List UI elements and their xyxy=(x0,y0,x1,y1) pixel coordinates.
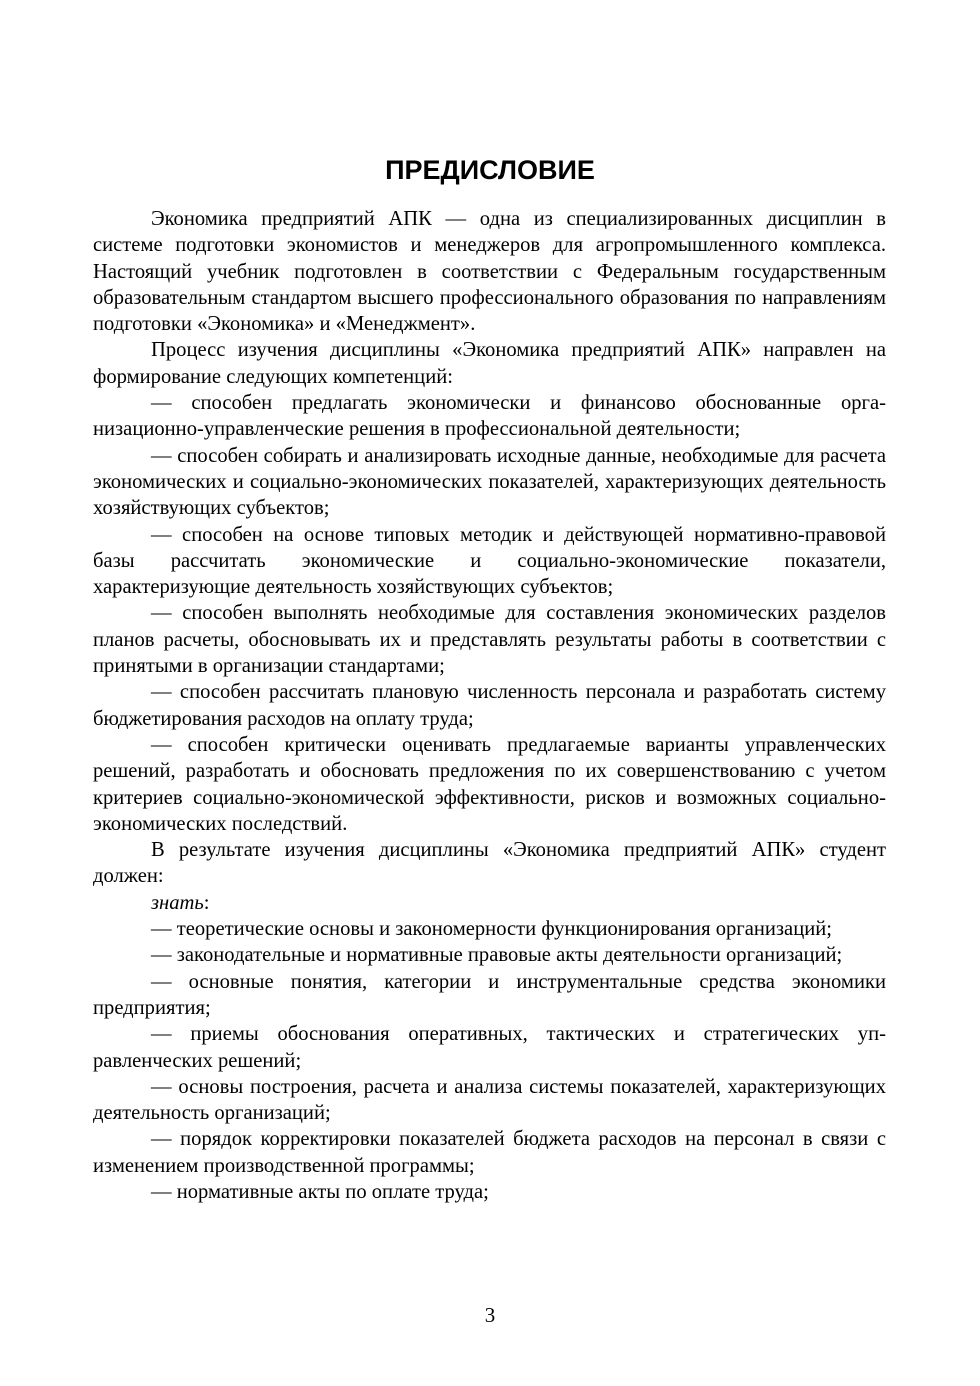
competency-item: — способен собирать и анализировать исходные данные, необходимые для расчета экономических и социально-экономических показателей, характеризующих деятельность хозяйствующих субъектов; xyxy=(93,444,886,520)
intro-paragraph: Процесс изучения дисциплины «Экономика предприятий АПК» направлен на формирование следующих компетенций: xyxy=(93,339,886,388)
knowledge-item: — порядок корректировки показателей бюджета расходов на персонал в связи с изменением производственной программы; xyxy=(93,1128,886,1177)
intro-paragraph: Экономика предприятий АПК — одна из специализированных дисциплин в системе подготовки экономистов и менеджеров для агропромышленного комплекса. Настоящий учебник подготовлен в соответствии с Федеральным государственным образовательным стандартом высшего профессионального образования по направлениям подготовки «Экономика» и «Менеджмент». xyxy=(93,208,886,336)
knowledge-item: — основы построения, расчета и анализа системы показателей, характеризующих деятельность организаций; xyxy=(93,1075,886,1125)
know-label: знать xyxy=(151,891,204,914)
know-heading xyxy=(93,890,886,916)
page-title: ПРЕДИСЛОВИЕ xyxy=(385,155,595,185)
knowledge-item: — теоретические основы и закономерности функционирования организаций; xyxy=(151,918,832,941)
result-intro-paragraph: В результате изучения дисциплины «Экономика предприятий АПК» студент должен: xyxy=(93,839,886,888)
knowledge-item: — законодательные и нормативные правовые акты деятельности организаций; xyxy=(151,944,843,967)
knowledge-item: — основные понятия, категории и инструментальные средства экономики предприятия; xyxy=(93,970,886,1019)
preface-body xyxy=(93,206,886,1205)
know-colon: : xyxy=(203,891,210,914)
competency-item: — способен предлагать экономически и финансово обоснованные организационно-управленческие решения в профессиональной деятельности; xyxy=(93,392,886,441)
competency-item: — способен на основе типовых методик и действующей нормативно-правовой базы рассчитать экономические и социально-экономические показатели, характеризующие деятельность хозяйствующих субъектов; xyxy=(93,523,886,599)
knowledge-item: — приемы обоснования оперативных, тактических и стратегических управленческих решений; xyxy=(93,1023,886,1072)
competency-item: — способен выполнять необходимые для составления экономических разделов планов расчеты, обосновывать их и представлять результаты работы в соответствии с принятыми в организации стандартами; xyxy=(93,602,886,678)
page-number: 3 xyxy=(484,1303,496,1327)
competency-item: — способен рассчитать плановую численность персонала и разработать систему бюджетирования расходов на оплату труда; xyxy=(93,681,886,730)
competency-item: — способен критически оценивать предлагаемые варианты управленческих решений, разработать и обосновать предложения по их совершенствованию с учетом критериев социально-экономической эффективности, рисков и возможных социально-экономических последствий. xyxy=(93,733,886,835)
knowledge-item: — нормативные акты по оплате труда; xyxy=(151,1180,489,1203)
